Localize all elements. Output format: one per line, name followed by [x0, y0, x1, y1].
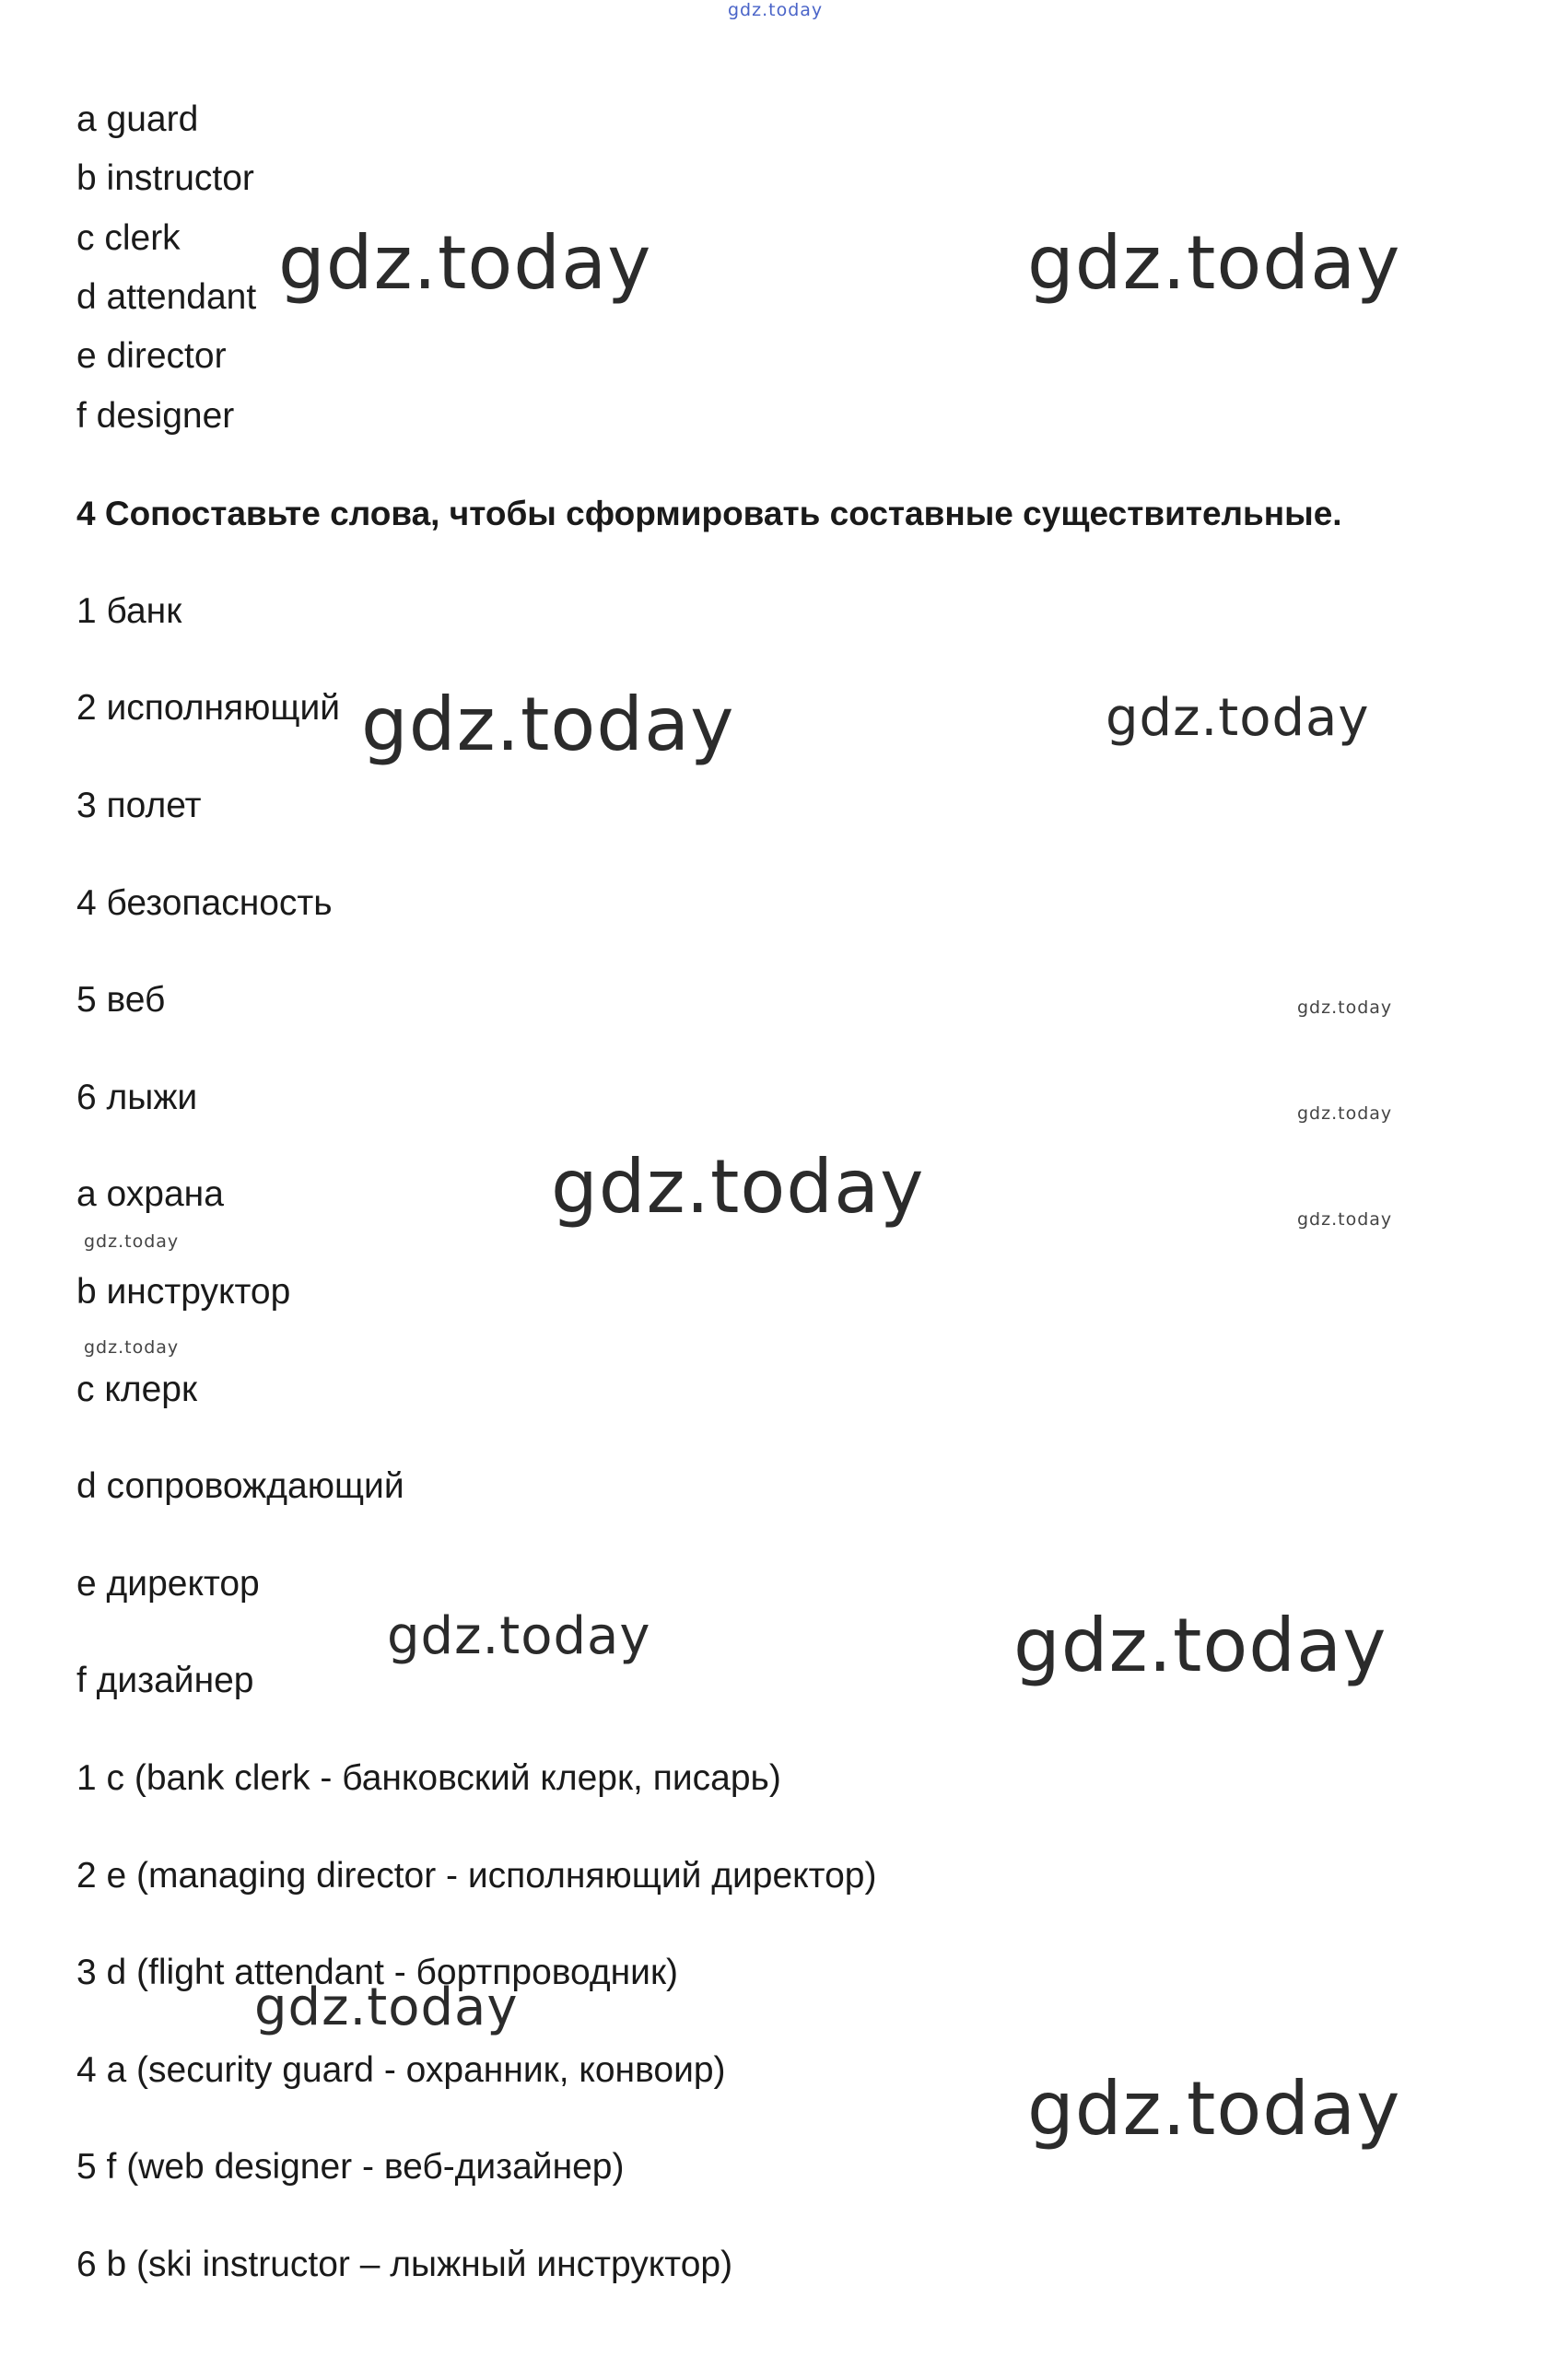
russian-word-6: 6 лыжи [76, 1078, 198, 1117]
answer-3: 3 d (flight attendant - бортпроводник) [76, 1953, 679, 1992]
english-option-c: c clerk [76, 218, 181, 258]
russian-word-3: 3 полет [76, 786, 202, 825]
watermark: gdz.today [1297, 998, 1393, 1018]
russian-word-4: 4 безопасность [76, 883, 333, 923]
russian-option-c: c клерк [76, 1370, 198, 1409]
english-option-a: a guard [76, 99, 199, 139]
task-heading: 4 Сопоставьте слова, чтобы сформировать составные существительные. [76, 495, 1342, 532]
russian-word-1: 1 банк [76, 591, 182, 631]
watermark: gdz.today [278, 220, 652, 306]
watermark: gdz.today [1297, 1209, 1393, 1230]
watermark: gdz.today [387, 1606, 651, 1666]
watermark: gdz.today [1297, 1103, 1393, 1124]
russian-option-d: d сопровождающий [76, 1466, 404, 1506]
watermark: gdz.today [1027, 2066, 1401, 2152]
english-option-b: b instructor [76, 158, 254, 198]
english-option-e: e director [76, 336, 227, 376]
russian-word-2: 2 исполняющий [76, 688, 341, 728]
watermark: gdz.today [254, 1978, 519, 2037]
english-option-f: f designer [76, 396, 235, 436]
watermark: gdz.today [1013, 1603, 1387, 1688]
watermark: gdz.today [84, 1337, 180, 1358]
russian-option-a: a охрана [76, 1174, 224, 1214]
watermark: gdz.today [551, 1144, 925, 1230]
watermark: gdz.today [84, 1231, 180, 1252]
russian-option-e: e директор [76, 1564, 260, 1604]
answer-2: 2 e (managing director - исполняющий директор) [76, 1856, 877, 1896]
answer-5: 5 f (web designer - веб-дизайнер) [76, 2147, 625, 2187]
russian-word-5: 5 веб [76, 980, 166, 1020]
answer-4: 4 a (security guard - охранник, конвоир) [76, 2050, 726, 2090]
top-watermark: gdz.today [728, 0, 824, 20]
answer-1: 1 c (bank clerk - банковский клерк, писарь) [76, 1758, 781, 1798]
english-option-d: d attendant [76, 277, 257, 317]
watermark: gdz.today [1106, 688, 1370, 748]
answer-6: 6 b (ski instructor – лыжный инструктор) [76, 2245, 733, 2284]
watermark: gdz.today [361, 682, 735, 767]
russian-option-f: f дизайнер [76, 1661, 254, 1700]
russian-option-b: b инструктор [76, 1272, 291, 1312]
watermark: gdz.today [1027, 220, 1401, 306]
